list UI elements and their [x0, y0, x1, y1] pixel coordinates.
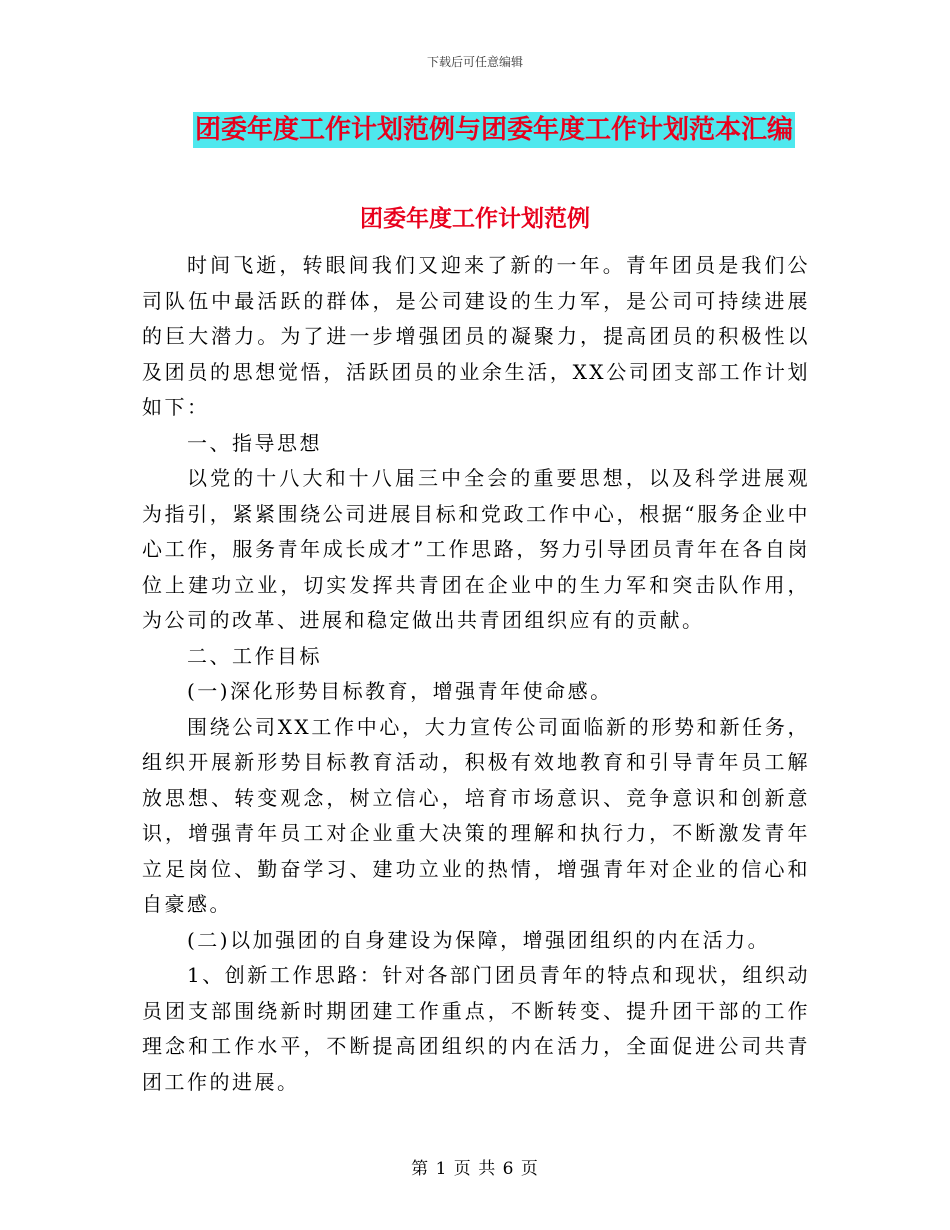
section-title: 团委年度工作计划范例 [360, 206, 590, 232]
paragraph-goal-one: 围绕公司XX工作中心，大力宣传公司面临新的形势和新任务，组织开展新形势目标教育活动，积极有效地教育和引导青年员工解放思想、转变观念，树立信心，培育市场意识、竞争意识和创新意识，增强青年员工对企业重大决策的理解和执行力，不断激发青年立足岗位、勤奋学习、建功立业的热情，增强青年对企业的信心和自豪感。 [142, 714, 810, 916]
paragraph-guiding-thought: 以党的十八大和十八届三中全会的重要思想，以及科学进展观为指引，紧紧围绕公司进展目标和党政工作中心，根据“服务企业中心工作，服务青年成长成才”工作思路，努力引导团员青年在各自岗位上建功立业，切实发挥共青团在企业中的生力军和突击队作用，为公司的改革、进展和稳定做出共青团组织应有的贡献。 [142, 466, 810, 632]
paragraph-intro: 时间飞逝，转眼间我们又迎来了新的一年。青年团员是我们公司队伍中最活跃的群体，是公司建设的生力军，是公司可持续进展的巨大潜力。为了进一步增强团员的凝聚力，提高团员的积极性以及团员的思想觉悟，活跃团员的业余生活，XX公司团支部工作计划如下： [142, 253, 810, 419]
document-main-title: 团委年度工作计划范例与团委年度工作计划范本汇编 [193, 112, 795, 148]
heading-guiding-thought: 一、指导思想 [187, 430, 322, 455]
page-footer-indicator: 第 1 页 共 6 页 [411, 1159, 539, 1179]
paragraph-innovation: 1、创新工作思路：针对各部门团员青年的特点和现状，组织动员团支部围绕新时期团建工作重点，不断转变、提升团干部的工作理念和工作水平，不断提高团组织的内在活力，全面促进公司共青团工作的进展。 [142, 963, 810, 1094]
heading-work-goals: 二、工作目标 [187, 643, 322, 668]
page-header-note: 下载后可任意编辑 [426, 55, 523, 69]
document-body [142, 248, 810, 1100]
subheading-goal-one: (一)深化形势目标教育，增强青年使命感。 [187, 679, 613, 703]
subheading-goal-two: (二)以加强团的自身建设为保障，增强团组织的内在活力。 [187, 927, 771, 952]
